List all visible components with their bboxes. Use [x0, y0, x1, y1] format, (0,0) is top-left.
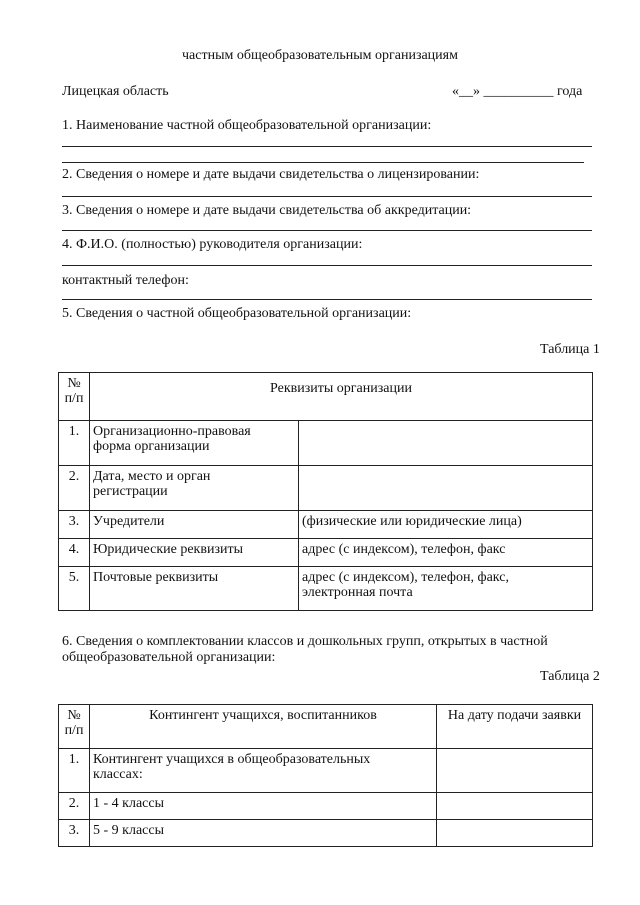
row-label: Дата, место и орган регистрации: [90, 466, 299, 511]
section6-line1: 6. Сведения о комплектовании классов и дошкольных групп, открытых в частной: [62, 634, 548, 649]
table-row: 2. Дата, место и орган регистрации: [59, 466, 593, 511]
num-header: № п/п: [59, 705, 90, 749]
row-value: [437, 793, 593, 820]
document-heading: частным общеобразовательным организациям: [182, 48, 458, 63]
contingent-header: Контингент учащихся, воспитанников: [90, 705, 437, 749]
row-value: адрес (с индексом), телефон, факс, электронная почта: [299, 567, 593, 611]
field-organization-info: 5. Сведения о частной общеобразовательной организации:: [62, 306, 412, 321]
section6-line2: общеобразовательной организации:: [62, 650, 276, 665]
table-row: 1. Контингент учащихся в общеобразовательных классах:: [59, 749, 593, 793]
date-header: На дату подачи заявки: [437, 705, 593, 749]
row-label: Контингент учащихся в общеобразовательных классах:: [90, 749, 437, 793]
field-accreditation-info: 3. Сведения о номере и дате выдачи свидетельства об аккредитации:: [62, 203, 472, 218]
fill-line: [62, 230, 592, 231]
row-label: Почтовые реквизиты: [90, 567, 299, 611]
table-row: 3. Учредители (физические или юридические лица): [59, 511, 593, 539]
row-label: 1 - 4 классы: [90, 793, 437, 820]
field-license-info: 2. Сведения о номере и дате выдачи свидетельства о лицензировании:: [62, 167, 480, 182]
table-organization-details: [58, 372, 593, 611]
fill-line: [62, 146, 592, 147]
table2-caption: Таблица 2: [540, 669, 600, 684]
table-row: 5. Почтовые реквизиты адрес (с индексом), телефон, факс, электронная почта: [59, 567, 593, 611]
table-row: 4. Юридические реквизиты адрес (с индексом), телефон, факс: [59, 539, 593, 567]
details-header: Реквизиты организации: [90, 373, 593, 421]
row-value: адрес (с индексом), телефон, факс: [299, 539, 593, 567]
row-label: Организационно-правовая форма организации: [90, 421, 299, 466]
row-value: [299, 421, 593, 466]
table-row: 2. 1 - 4 классы: [59, 793, 593, 820]
fill-line: [62, 299, 592, 300]
table1-caption: Таблица 1: [540, 342, 600, 357]
table-contingent: [58, 704, 593, 847]
field-organization-name: 1. Наименование частной общеобразовательной организации:: [62, 118, 432, 133]
row-label: 5 - 9 классы: [90, 820, 437, 847]
row-value: (физические или юридические лица): [299, 511, 593, 539]
row-value: [437, 820, 593, 847]
date-line: «__» __________ года: [452, 84, 583, 99]
num-header: № п/п: [59, 373, 90, 421]
row-label: Юридические реквизиты: [90, 539, 299, 567]
row-value: [437, 749, 593, 793]
field-director-name: 4. Ф.И.О. (полностью) руководителя организации:: [62, 237, 363, 252]
field-contact-phone: контактный телефон:: [62, 273, 189, 288]
fill-line: [62, 196, 592, 197]
row-label: Учредители: [90, 511, 299, 539]
table-header-row: [59, 373, 593, 421]
table-header-row: [59, 705, 593, 749]
region-label: Лицецкая область: [62, 84, 169, 99]
table-row: 3. 5 - 9 классы: [59, 820, 593, 847]
fill-line: [62, 265, 592, 266]
table-row: 1. Организационно-правовая форма организации: [59, 421, 593, 466]
fill-line: [62, 162, 584, 163]
row-value: [299, 466, 593, 511]
